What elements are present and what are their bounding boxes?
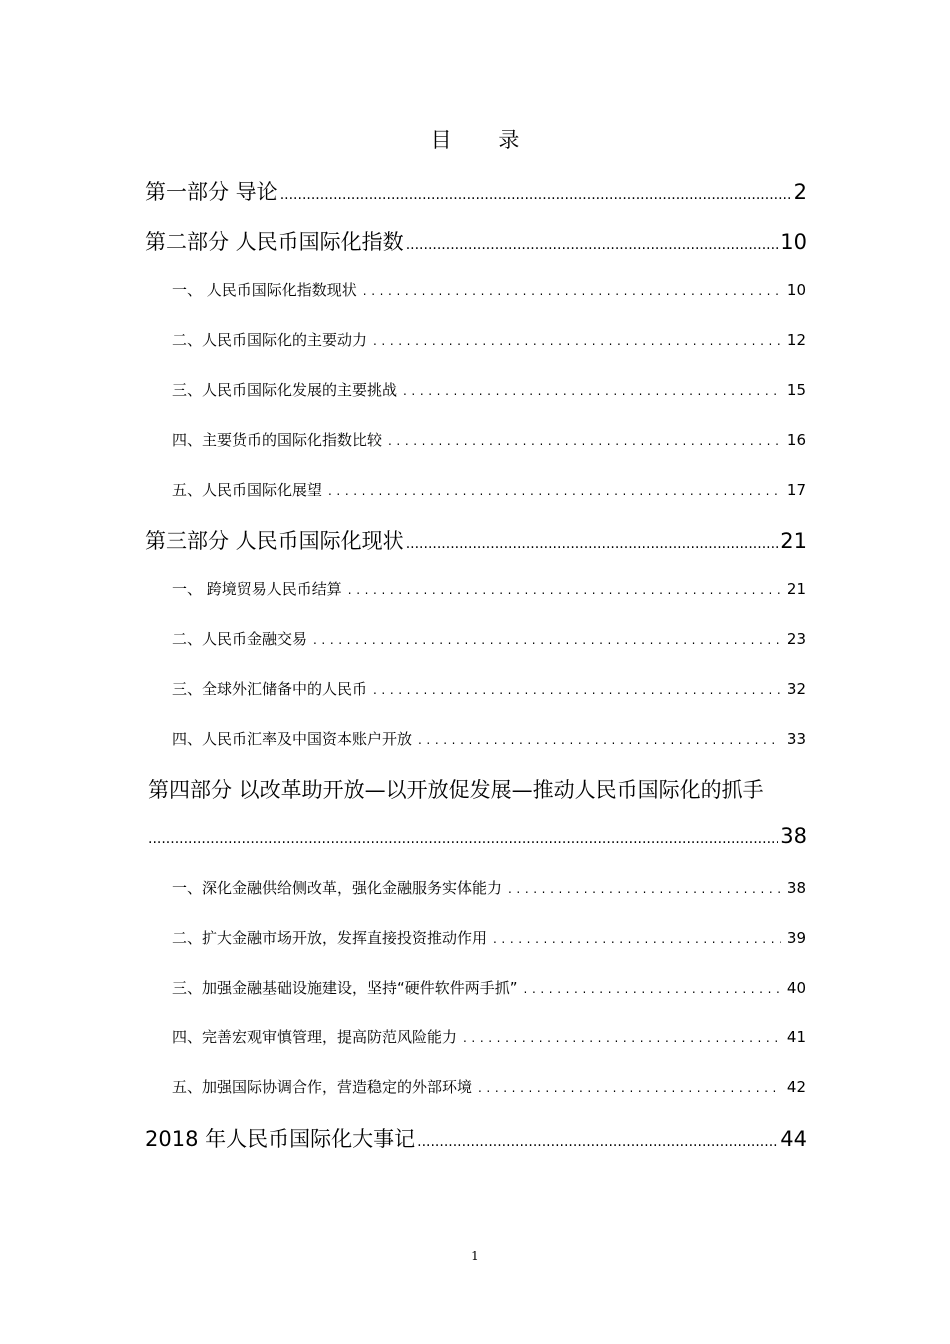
dot-leader [406,536,779,552]
toc-subentry[interactable] [172,429,806,450]
toc-entry-part4-continuation[interactable] [148,824,807,848]
toc-entry-part1[interactable] [145,176,807,206]
toc-subentry[interactable] [172,578,806,599]
toc-subentry-label: 三、全球外汇储备中的人民币 [172,680,368,698]
toc-subentry-page: 41 [786,1028,806,1046]
toc-entry-page: 2 [793,180,807,204]
toc-entry-page: 38 [780,824,807,848]
toc-subentry-page: 17 [786,481,806,499]
toc-subentry-page: 10 [786,281,806,299]
toc-subentry-page: 33 [786,730,806,748]
toc-subentry[interactable] [172,728,806,749]
toc-subentry[interactable] [172,927,806,948]
toc-subentry[interactable] [172,379,806,400]
toc-subentry[interactable] [172,678,806,699]
toc-entry-label: 第三部分 人民币国际化现状 [145,529,404,553]
toc-subentry-label: 四、主要货币的国际化指数比较 [172,431,383,449]
toc-subentry-label: 二、人民币国际化的主要动力 [172,331,368,349]
toc-subentry-page: 12 [786,331,806,349]
toc-subentry-label: 三、人民币国际化发展的主要挑战 [172,381,398,399]
toc-subentry-page: 40 [786,979,806,997]
toc-subentry-label: 一、深化金融供给侧改革，强化金融服务实体能力 [172,879,503,897]
toc-subentry-page: 32 [786,680,806,698]
toc-subentry-label: 三、加强金融基础设施建设，坚持“硬件软件两手抓” [172,979,518,997]
toc-entry-chronicle[interactable] [145,1123,807,1153]
toc-subentry-page: 42 [786,1078,806,1096]
toc-entry-part4[interactable] [148,774,807,804]
toc-subentry-page: 15 [786,381,806,399]
toc-entry-page: 44 [780,1127,807,1151]
dot-leader [373,683,781,697]
dot-leader [403,384,781,398]
toc-subentry[interactable] [172,877,806,898]
toc-subentry-page: 39 [786,929,806,947]
toc-subentry-label: 一、 跨境贸易人民币结算 [172,580,342,598]
toc-entry-label: 第二部分 人民币国际化指数 [145,230,404,254]
dot-leader [388,434,781,448]
dot-leader [508,882,781,896]
toc-entry-label: 第一部分 导论 [145,180,278,204]
toc-subentry-page: 16 [786,431,806,449]
toc-subentry[interactable] [172,329,806,350]
page-number: 1 [471,1249,479,1263]
dot-leader [313,633,781,647]
dot-leader [406,237,779,253]
dot-leader [148,831,778,847]
dot-leader [280,187,792,203]
toc-subentry-label: 四、人民币汇率及中国资本账户开放 [172,730,413,748]
dot-leader [363,284,781,298]
toc-subentry[interactable] [172,1026,806,1047]
dot-leader [463,1031,781,1045]
toc-entry-page: 21 [780,529,807,553]
toc-subentry-label: 一、 人民币国际化指数现状 [172,281,357,299]
toc-subentry[interactable] [172,1076,806,1097]
toc-entry-label: 2018 年人民币国际化大事记 [145,1127,416,1151]
dot-leader [524,982,781,996]
dot-leader [328,484,781,498]
dot-leader [478,1081,781,1095]
toc-entry-part2[interactable] [145,226,807,256]
toc-subentry[interactable] [172,977,806,998]
toc-subentry-label: 五、人民币国际化展望 [172,481,323,499]
toc-subentry-page: 38 [786,879,806,897]
dot-leader [418,733,781,747]
dot-leader [493,932,781,946]
toc-subentry-label: 五、加强国际协调合作，营造稳定的外部环境 [172,1078,473,1096]
dot-leader [417,1134,778,1150]
toc-entry-page: 10 [780,230,807,254]
toc-subentry[interactable] [172,628,806,649]
toc-subentry-page: 23 [786,630,806,648]
toc-subentry-label: 二、扩大金融市场开放，发挥直接投资推动作用 [172,929,488,947]
dot-leader [373,334,781,348]
toc-subentry-label: 四、完善宏观审慎管理，提高防范风险能力 [172,1028,458,1046]
toc-title: 目 录 [430,128,540,152]
dot-leader [348,583,781,597]
toc-subentry[interactable] [172,479,806,500]
toc-subentry-label: 二、人民币金融交易 [172,630,308,648]
toc-entry-part3[interactable] [145,525,807,555]
toc-subentry[interactable] [172,279,806,300]
toc-subentry-page: 21 [786,580,806,598]
toc-entry-label: 第四部分 以改革助开放—以开放促发展—推动人民币国际化的抓手 [148,778,764,802]
